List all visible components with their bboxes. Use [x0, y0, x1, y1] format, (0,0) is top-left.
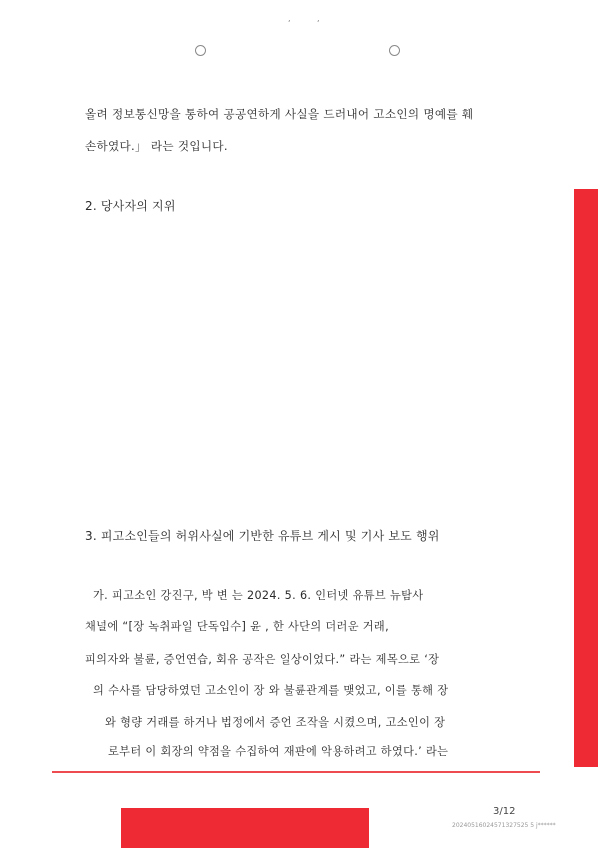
body-line-3: 피의자와 불륜, 증언연습, 회유 공작은 일상이었다.” 라는 제목으로 ‘장 — [85, 653, 440, 666]
intro-line-2: 손하였다.」 라는 것입니다. — [85, 139, 228, 153]
body-line-4: 의 수사를 담당하였던 고소인이 장 와 불륜관계를 맺었고, 이를 통해 장 — [93, 684, 449, 697]
document-stamp: 20240516024571327525 5 j****** — [452, 822, 556, 829]
section-3-heading: 3. 피고소인들의 허위사실에 기반한 유튜브 게시 및 기사 보도 행위 — [85, 529, 440, 543]
scan-mark-right: , — [317, 14, 320, 23]
punch-hole-left — [195, 45, 206, 56]
body-line-1: 가. 피고소인 강진구, 박 변 는 2024. 5. 6. 인터넷 유튜브 뉴탐사 — [93, 589, 424, 602]
body-line-5: 와 형량 거래를 하거나 법정에서 증언 조작을 시켰으며, 고소인이 장 — [105, 716, 446, 729]
redaction-bar-bottom — [121, 808, 369, 848]
intro-line-1: 올려 정보통신망을 통하여 공공연하게 사실을 드러내어 고소인의 명예를 훼 — [85, 107, 474, 121]
page-number: 3/12 — [493, 806, 516, 817]
punch-hole-right — [389, 45, 400, 56]
body-line-6: 로부터 이 회장의 약점을 수집하여 재판에 악용하려고 하였다.’ 라는 — [108, 745, 449, 758]
scan-mark-left: , — [288, 14, 291, 23]
redaction-bar-right — [574, 189, 598, 767]
body-line-2: 채널에 “[장 녹취파일 단독입수] 윤 , 한 사단의 더러운 거래, — [85, 620, 390, 633]
section-2-heading: 2. 당사자의 지위 — [85, 199, 176, 213]
footer-rule — [52, 771, 540, 773]
